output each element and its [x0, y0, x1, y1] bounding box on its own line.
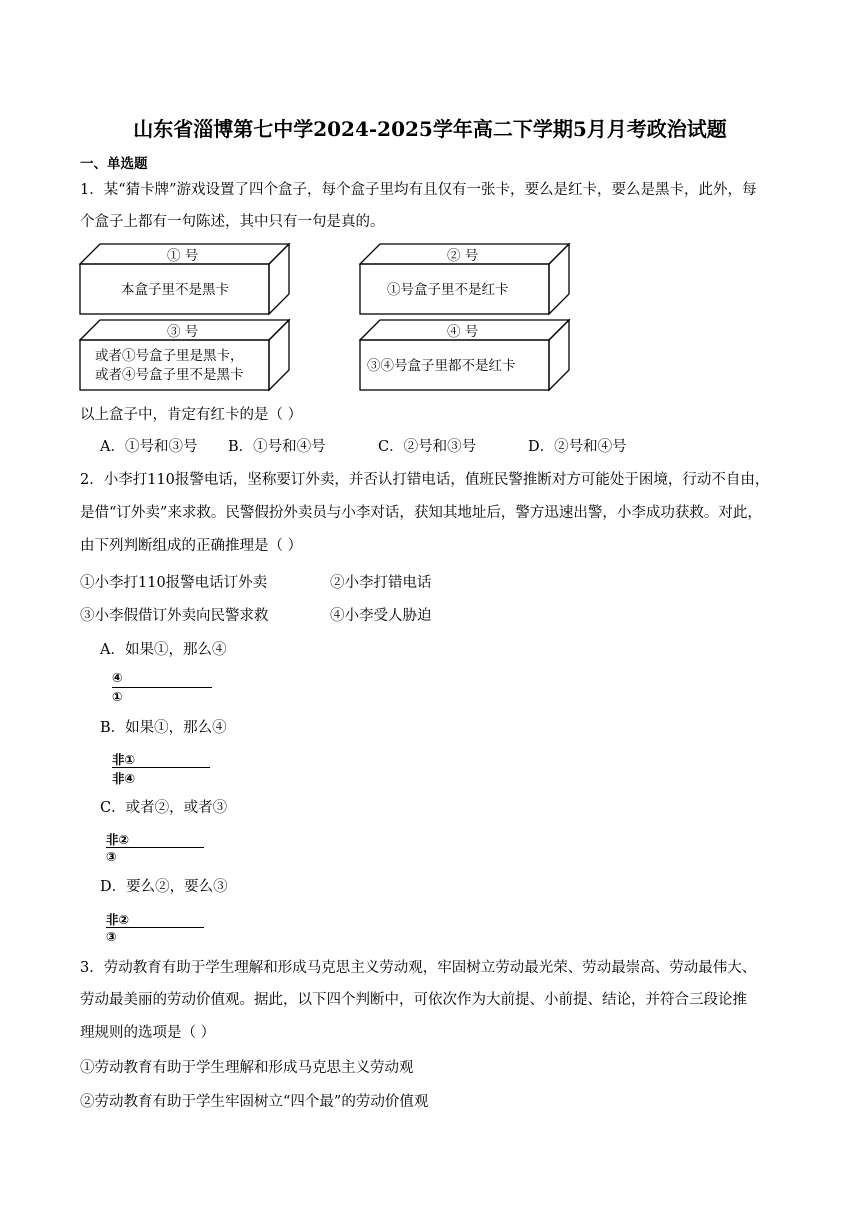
q3-stem-line2: 劳动最美丽的劳动价值观。据此，以下四个判断中，可依次作为大前提、小前提、结论，并符合三段论推: [80, 992, 747, 1008]
q2-item-1: ①小李打110报警电话订外卖: [80, 575, 268, 591]
q2-option-d-premise: 非②: [106, 912, 130, 927]
q2-stem-line2: 是借“订外卖”来求救。民警假扮外卖员与小李对话，获知其地址后，警方迅速出警，小李成功获救。对此，: [80, 505, 762, 521]
q2-item-4: ④小李受人胁迫: [330, 608, 432, 624]
q2-option-c-conclusion: ③: [106, 849, 117, 864]
box-3-text-line2: 或者④号盒子里不是黑卡: [95, 367, 244, 383]
q2-option-d-conclusion: ③: [106, 929, 117, 944]
q2-option-a-conclusion: ①: [112, 689, 123, 704]
q1-question: 以上盒子中，肯定有红卡的是（ ）: [80, 407, 303, 423]
box-4-text: ③④号盒子里都不是红卡: [367, 358, 516, 374]
q2-item-2: ②小李打错电话: [330, 575, 432, 591]
q2-option-a[interactable]: A．如果①，那么④: [100, 642, 227, 658]
q1-stem-line1: 1．某“猜卡牌”游戏设置了四个盒子，每个盒子里均有且仅有一张卡，要么是红卡，要么是黑卡，此外，每: [80, 182, 757, 198]
q2-option-b-premise: 非①: [112, 752, 136, 767]
q2-option-b-conclusion: 非④: [112, 771, 136, 786]
q3-stem-line1: 3．劳动教育有助于学生理解和形成马克思主义劳动观，牢固树立劳动最光荣、劳动最崇高、劳动最伟大、: [80, 960, 757, 976]
box-3-number: ③ 号: [167, 324, 199, 340]
section-heading: 一、单选题: [80, 156, 148, 172]
box-2-text: ①号盒子里不是红卡: [387, 282, 509, 298]
q3-item-2: ②劳动教育有助于学生牢固树立“四个最”的劳动价值观: [80, 1094, 429, 1110]
q1-stem-line2: 个盒子上都有一句陈述，其中只有一句是真的。: [80, 214, 385, 230]
inference-line: [112, 767, 210, 768]
box-3-text-line1: 或者①号盒子里是黑卡，: [95, 348, 244, 364]
q2-stem-line1: 2．小李打110报警电话，坚称要订外卖，并否认打错电话，值班民警推断对方可能处于困境，行动不自由，: [80, 472, 770, 488]
q1-option-a[interactable]: A．①号和③号: [100, 439, 198, 455]
q1-option-d[interactable]: D．②号和④号: [528, 439, 627, 455]
box-2: [359, 240, 571, 318]
inference-line: [106, 927, 204, 928]
q2-option-a-premise: ④: [112, 670, 123, 685]
q2-item-3: ③小李假借订外卖向民警求救: [80, 608, 269, 624]
q3-item-1: ①劳动教育有助于学生理解和形成马克思主义劳动观: [80, 1060, 414, 1076]
inference-line: [106, 847, 204, 848]
box-2-number: ② 号: [447, 248, 479, 264]
box-4: [359, 316, 571, 394]
q1-option-b[interactable]: B．①号和④号: [228, 439, 326, 455]
box-1: [79, 240, 291, 318]
q3-stem-line3: 理规则的选项是（ ）: [80, 1025, 216, 1041]
q2-option-c-premise: 非②: [106, 832, 130, 847]
q2-option-b[interactable]: B．如果①，那么④: [100, 720, 227, 736]
q1-option-c[interactable]: C．②号和③号: [378, 439, 477, 455]
box-1-text: 本盒子里不是黑卡: [121, 282, 229, 298]
page-title: 山东省淄博第七中学2024-2025学年高二下学期5月月考政治试题: [133, 117, 727, 141]
box-3: [79, 316, 291, 394]
box-1-number: ① 号: [167, 248, 199, 264]
q2-option-c[interactable]: C．或者②，或者③: [100, 800, 228, 816]
q2-stem-line3: 由下列判断组成的正确推理是（ ）: [80, 538, 303, 554]
box-4-number: ④ 号: [447, 324, 479, 340]
inference-line: [112, 687, 212, 688]
q2-option-d[interactable]: D．要么②，要么③: [100, 879, 228, 895]
